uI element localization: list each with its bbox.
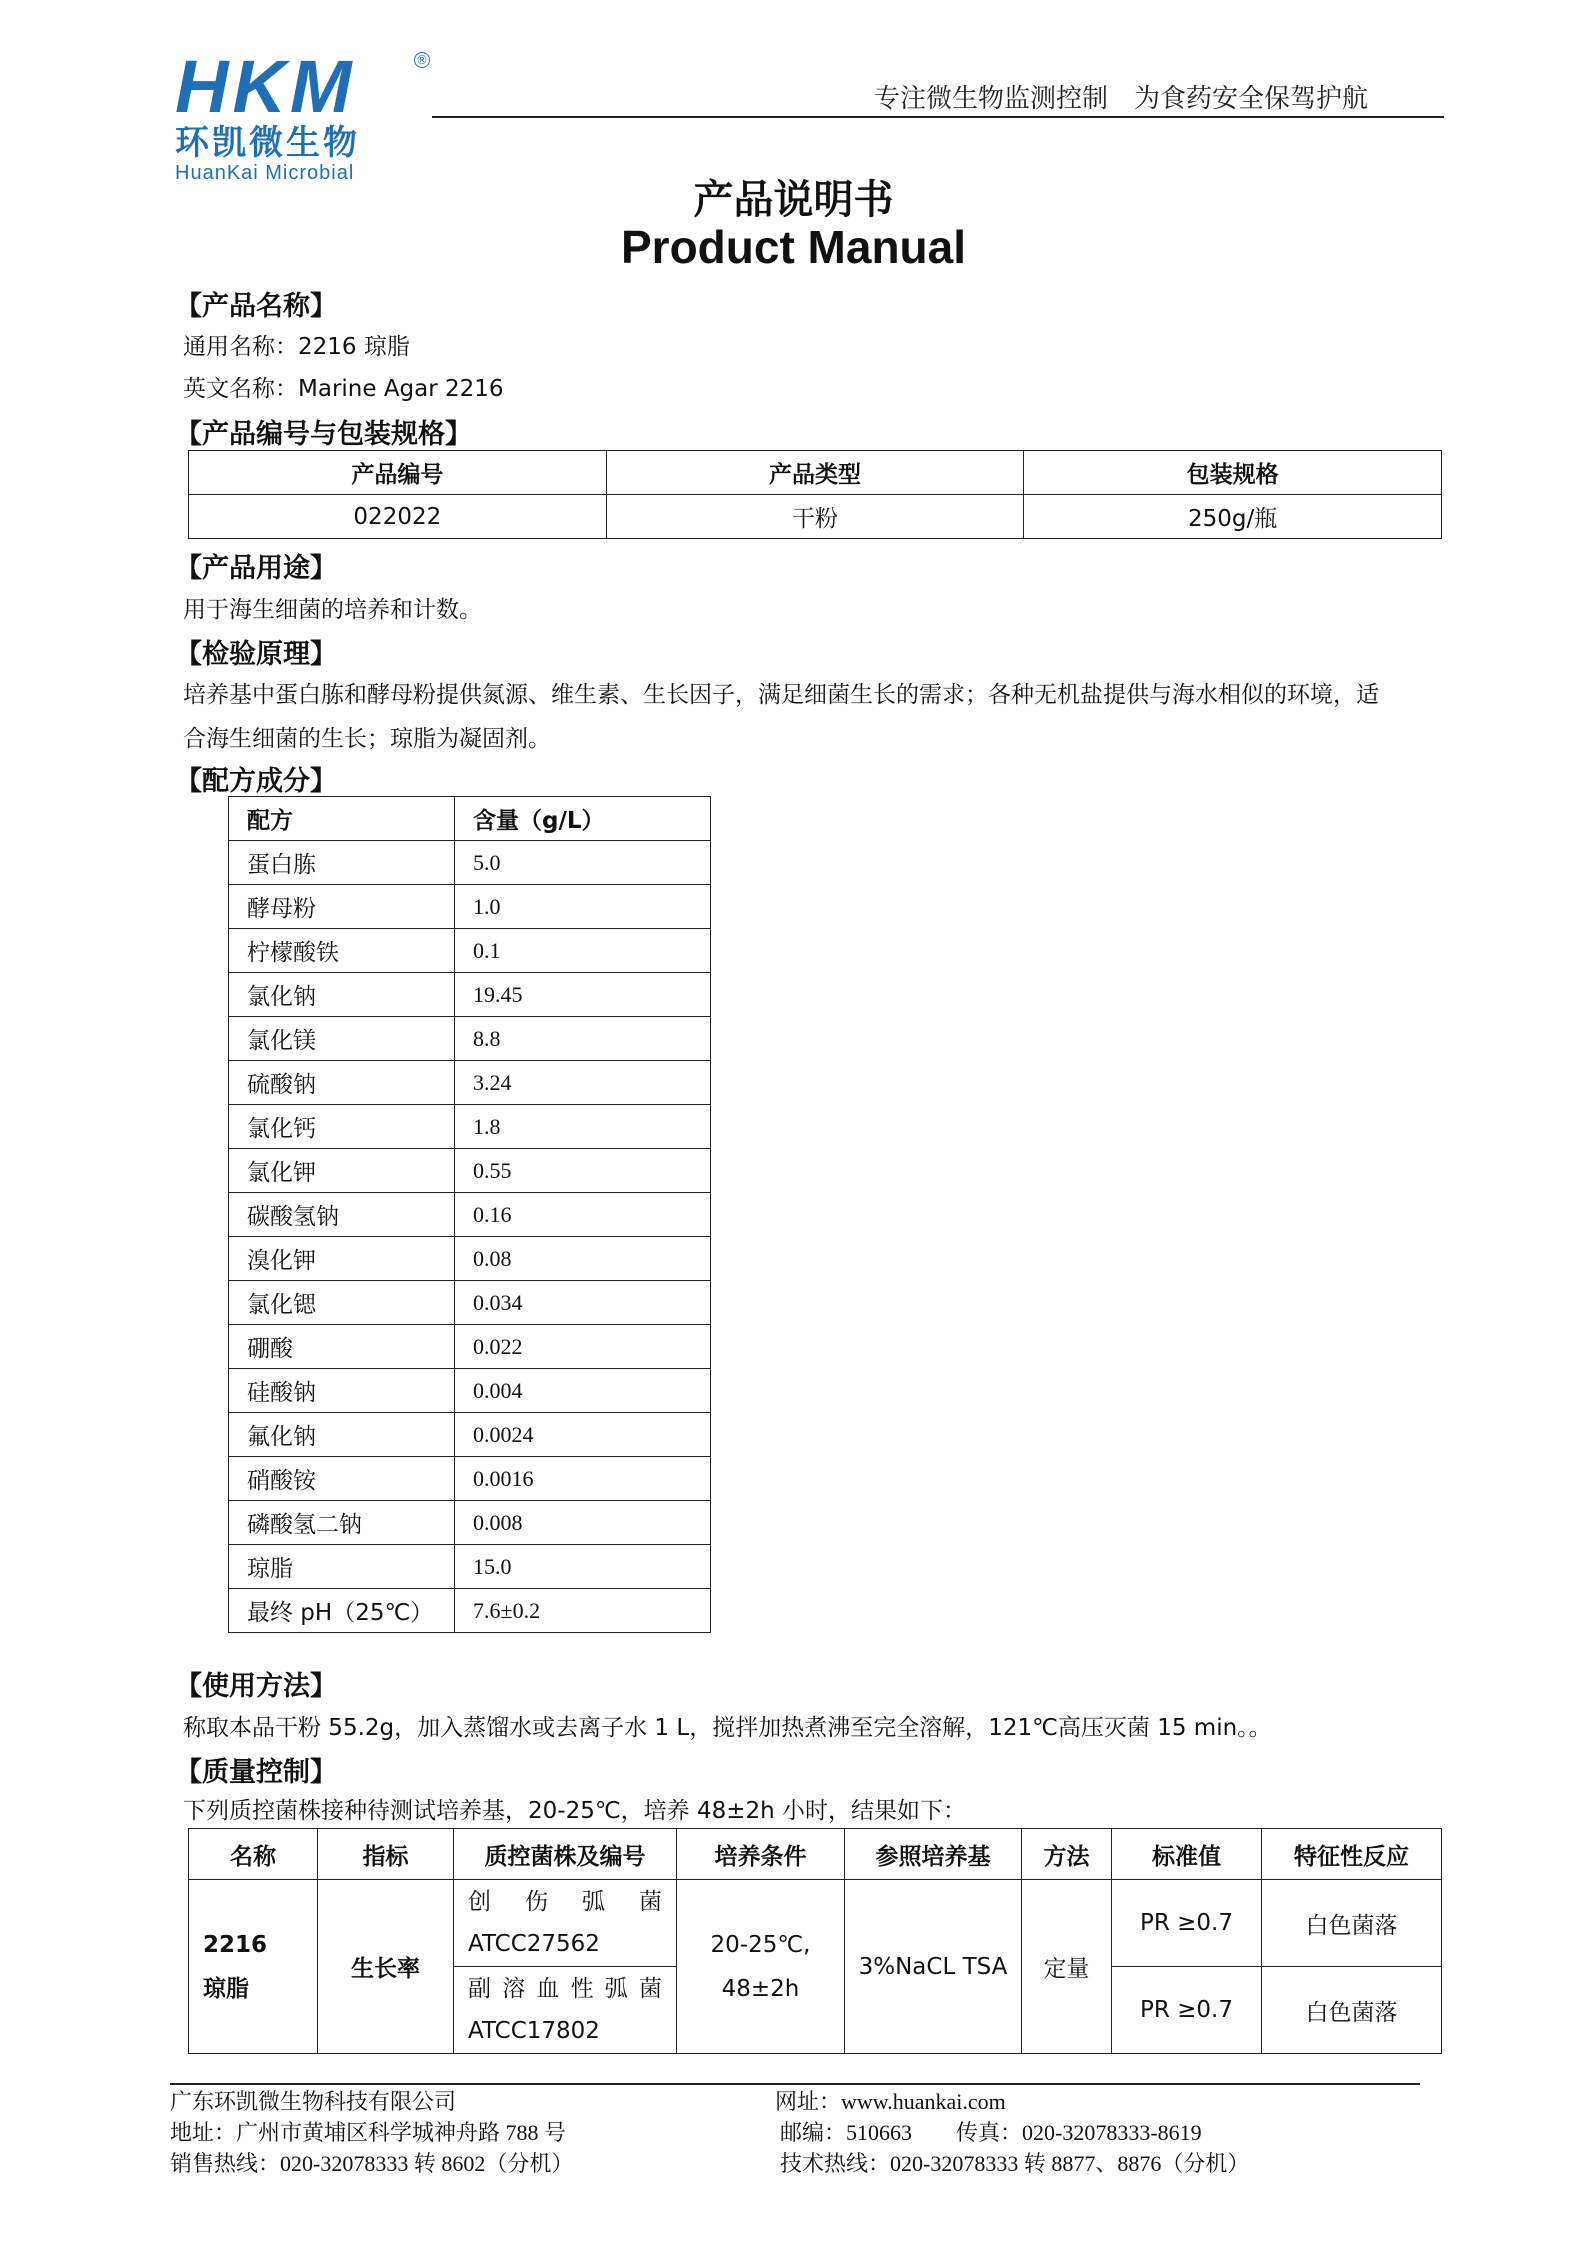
section-principle: 【检验原理】 bbox=[175, 639, 337, 670]
principle-text-line-1: 培养基中蛋白胨和酵母粉提供氮源、维生素、生长因子，满足细菌生长的需求；各种无机盐提供与海水相似的环境，适 bbox=[183, 682, 1379, 708]
table-row bbox=[229, 1501, 711, 1545]
qc-col-header: 特征性反应 bbox=[1262, 1829, 1442, 1880]
section-formula: 【配方成分】 bbox=[175, 766, 337, 797]
ingredient-name: 酵母粉 bbox=[229, 885, 455, 929]
ingredient-amount: 0.55 bbox=[455, 1149, 711, 1193]
ingredient-name: 最终 pH（25℃） bbox=[229, 1589, 455, 1633]
footer-address: 地址：广州市黄埔区科学城神舟路 788 号 bbox=[170, 2120, 567, 2145]
table-row bbox=[229, 885, 711, 929]
ingredient-name: 氯化钾 bbox=[229, 1149, 455, 1193]
ingredient-amount: 5.0 bbox=[455, 841, 711, 885]
qc-reference-medium: 3%NaCL TSA bbox=[845, 1880, 1022, 2054]
qc-table bbox=[188, 1828, 1442, 2054]
ingredient-name: 氯化锶 bbox=[229, 1281, 455, 1325]
packaging-col-header: 产品类型 bbox=[606, 451, 1024, 495]
table-row bbox=[229, 1413, 711, 1457]
qc-reaction: 白色菌落 bbox=[1262, 1880, 1442, 1967]
qc-strain-code: ATCC17802 bbox=[468, 2018, 600, 2044]
ingredient-name: 溴化钾 bbox=[229, 1237, 455, 1281]
table-row bbox=[229, 1237, 711, 1281]
table-row bbox=[229, 1105, 711, 1149]
logo-mark: HKM bbox=[175, 45, 356, 128]
qc-medium-name-line: 2216 bbox=[203, 1931, 268, 1958]
formula-table bbox=[228, 796, 711, 1633]
qc-reaction: 白色菌落 bbox=[1262, 1967, 1442, 2054]
ingredient-amount: 0.0024 bbox=[455, 1413, 711, 1457]
qc-col-header: 方法 bbox=[1022, 1829, 1112, 1880]
section-product-name: 【产品名称】 bbox=[175, 291, 337, 322]
ingredient-amount: 0.1 bbox=[455, 929, 711, 973]
ingredient-name: 磷酸氢二钠 bbox=[229, 1501, 455, 1545]
table-row bbox=[189, 495, 1442, 539]
formula-col-header: 含量（g/L） bbox=[455, 797, 711, 841]
qc-medium-name-line: 琼脂 bbox=[203, 1975, 249, 2002]
qc-col-header: 指标 bbox=[318, 1829, 454, 1880]
ingredient-amount: 1.0 bbox=[455, 885, 711, 929]
qc-standard-value: PR ≥0.7 bbox=[1112, 1880, 1262, 1967]
table-row bbox=[229, 1061, 711, 1105]
table-row bbox=[229, 841, 711, 885]
logo-chinese-name: 环凯微生物 bbox=[175, 123, 360, 163]
table-row bbox=[229, 929, 711, 973]
qc-standard-value: PR ≥0.7 bbox=[1112, 1967, 1262, 2054]
ingredient-name: 蛋白胨 bbox=[229, 841, 455, 885]
qc-strain-name: 创伤弧菌 bbox=[468, 1889, 662, 1915]
ingredient-name: 氯化钠 bbox=[229, 973, 455, 1017]
principle-text-line-2: 合海生细菌的生长；琼脂为凝固剂。 bbox=[183, 726, 551, 752]
ingredient-amount: 3.24 bbox=[455, 1061, 711, 1105]
section-packaging: 【产品编号与包装规格】 bbox=[175, 419, 472, 450]
qc-col-header: 质控菌株及编号 bbox=[454, 1829, 677, 1880]
table-row bbox=[189, 1880, 1442, 1967]
qc-intro: 下列质控菌株接种待测试培养基，20-25℃，培养 48±2h 小时，结果如下： bbox=[183, 1798, 967, 1824]
table-row bbox=[229, 1193, 711, 1237]
section-quality-control: 【质量控制】 bbox=[175, 1757, 337, 1788]
table-row bbox=[229, 973, 711, 1017]
registered-mark: ® bbox=[416, 53, 428, 67]
ingredient-amount: 19.45 bbox=[455, 973, 711, 1017]
ingredient-name: 硫酸钠 bbox=[229, 1061, 455, 1105]
ingredient-name: 氯化钙 bbox=[229, 1105, 455, 1149]
qc-strain-code: ATCC27562 bbox=[468, 1931, 600, 1957]
ingredient-amount: 0.034 bbox=[455, 1281, 711, 1325]
ingredient-amount: 0.08 bbox=[455, 1237, 711, 1281]
header-slogan: 专注微生物监测控制 为食药安全保驾护航 bbox=[874, 84, 1369, 114]
ingredient-name: 琼脂 bbox=[229, 1545, 455, 1589]
footer-tech-hotline: 技术热线：020-32078333 转 8877、8876（分机） bbox=[780, 2151, 1250, 2176]
qc-medium-name bbox=[189, 1880, 318, 2054]
qc-method: 定量 bbox=[1022, 1880, 1112, 2054]
qc-indicator: 生长率 bbox=[318, 1880, 454, 2054]
footer-website: 网址：www.huankai.com bbox=[775, 2089, 1006, 2114]
ingredient-amount: 15.0 bbox=[455, 1545, 711, 1589]
company-logo bbox=[175, 45, 360, 185]
package-spec: 250g/瓶 bbox=[1024, 495, 1442, 539]
qc-col-header: 参照培养基 bbox=[845, 1829, 1022, 1880]
ingredient-amount: 0.004 bbox=[455, 1369, 711, 1413]
table-row bbox=[229, 1281, 711, 1325]
english-name: 英文名称：Marine Agar 2216 bbox=[183, 376, 504, 402]
table-row bbox=[229, 1149, 711, 1193]
ingredient-name: 硅酸钠 bbox=[229, 1369, 455, 1413]
ingredient-name: 氯化镁 bbox=[229, 1017, 455, 1061]
qc-col-header: 名称 bbox=[189, 1829, 318, 1880]
ingredient-amount: 0.022 bbox=[455, 1325, 711, 1369]
common-name: 通用名称：2216 琼脂 bbox=[183, 334, 410, 360]
qc-strain-name: 副溶血性弧菌 bbox=[468, 1976, 662, 2002]
ingredient-amount: 1.8 bbox=[455, 1105, 711, 1149]
packaging-col-header: 产品编号 bbox=[189, 451, 607, 495]
qc-col-header: 标准值 bbox=[1112, 1829, 1262, 1880]
ingredient-name: 硝酸铵 bbox=[229, 1457, 455, 1501]
ingredient-name: 碳酸氢钠 bbox=[229, 1193, 455, 1237]
table-row bbox=[229, 1589, 711, 1633]
qc-condition bbox=[677, 1880, 845, 2054]
table-row bbox=[229, 1545, 711, 1589]
header-rule bbox=[432, 116, 1444, 118]
product-code: 022022 bbox=[189, 495, 607, 539]
table-row bbox=[229, 1325, 711, 1369]
qc-condition-line: 20-25℃, bbox=[710, 1931, 811, 1958]
ingredient-amount: 0.16 bbox=[455, 1193, 711, 1237]
packaging-col-header: 包装规格 bbox=[1024, 451, 1442, 495]
method-text: 称取本品干粉 55.2g，加入蒸馏水或去离子水 1 L，搅拌加热煮沸至完全溶解，121℃高压灭菌 15 min。。 bbox=[183, 1715, 1272, 1741]
ingredient-name: 硼酸 bbox=[229, 1325, 455, 1369]
product-type: 干粉 bbox=[606, 495, 1024, 539]
footer-postal-fax: 邮编：510663 传真：020-32078333-8619 bbox=[780, 2120, 1202, 2145]
packaging-table bbox=[188, 450, 1442, 539]
qc-strain bbox=[454, 1967, 677, 2054]
ingredient-name: 柠檬酸铁 bbox=[229, 929, 455, 973]
qc-col-header: 培养条件 bbox=[677, 1829, 845, 1880]
ingredient-amount: 0.0016 bbox=[455, 1457, 711, 1501]
logo-english-name: HuanKai Microbial bbox=[175, 162, 355, 184]
footer-rule bbox=[170, 2083, 1420, 2085]
document-title-cn: 产品说明书 bbox=[693, 177, 894, 223]
ingredient-amount: 7.6±0.2 bbox=[455, 1589, 711, 1633]
footer-company: 广东环凯微生物科技有限公司 bbox=[170, 2089, 457, 2114]
table-row bbox=[229, 1369, 711, 1413]
formula-col-header: 配方 bbox=[229, 797, 455, 841]
document-title-en: Product Manual bbox=[620, 221, 967, 273]
ingredient-amount: 0.008 bbox=[455, 1501, 711, 1545]
usage-text: 用于海生细菌的培养和计数。 bbox=[183, 597, 482, 623]
qc-strain bbox=[454, 1880, 677, 1967]
table-row bbox=[229, 1017, 711, 1061]
table-row bbox=[229, 1457, 711, 1501]
section-usage: 【产品用途】 bbox=[175, 553, 337, 584]
ingredient-amount: 8.8 bbox=[455, 1017, 711, 1061]
footer-sales-hotline: 销售热线：020-32078333 转 8602（分机） bbox=[170, 2151, 574, 2176]
section-method: 【使用方法】 bbox=[175, 1671, 337, 1702]
qc-condition-line: 48±2h bbox=[721, 1975, 800, 2002]
ingredient-name: 氟化钠 bbox=[229, 1413, 455, 1457]
